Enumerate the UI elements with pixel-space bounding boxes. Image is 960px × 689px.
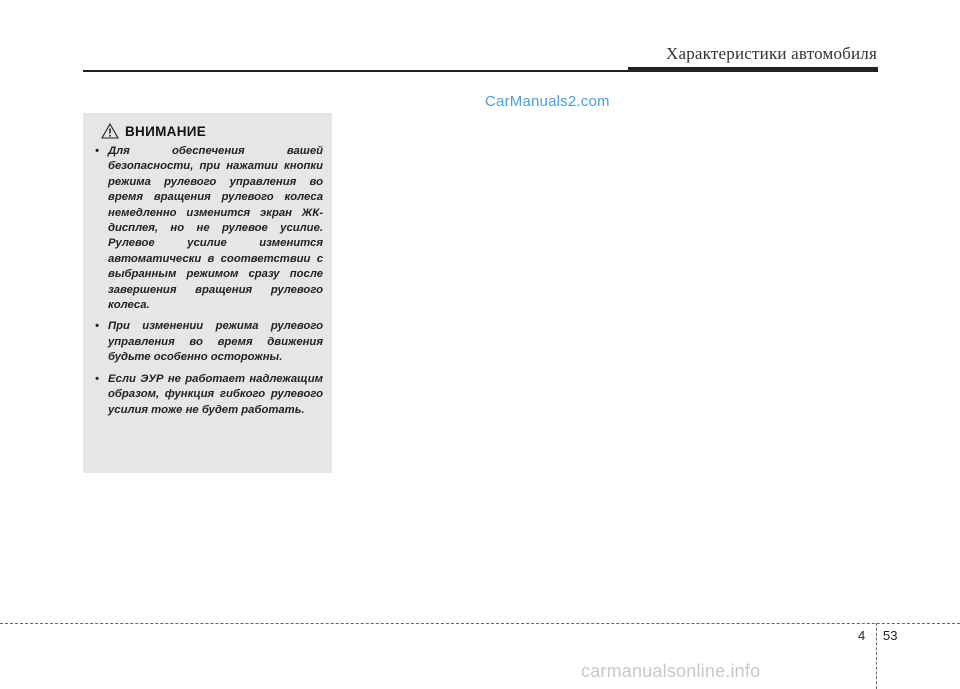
bullet: •: [95, 320, 99, 333]
caution-title: ВНИМАНИЕ: [125, 123, 207, 139]
footer-rule: [0, 623, 960, 624]
chapter-number: 4: [858, 628, 866, 643]
header-rule: [83, 70, 878, 72]
bullet: •: [95, 145, 99, 157]
caution-item: [93, 372, 323, 418]
caution-item-text: Для обеспечения вашей безопасности, при нажатии кнопки режима рулевого управления во время вращения рулевого колеса немедленно изменится экран ЖК-дисплея, но не рулевое усилие. Рулевое усилие изменится автоматически в соответствии с выбранным режимом сразу после завершения вращения рулевого колеса.: [108, 145, 323, 312]
caution-box: [83, 113, 332, 473]
caution-list: [93, 144, 323, 418]
warning-triangle-icon: [101, 123, 119, 139]
footer-divider: [876, 623, 877, 689]
watermark-top: CarManuals2.com: [485, 93, 610, 110]
watermark-bottom: carmanualsonline.info: [581, 661, 761, 681]
caution-item: [93, 144, 323, 313]
bullet: •: [95, 372, 99, 385]
page-number: 53: [883, 628, 898, 643]
caution-item-text: Если ЭУР не работает надлежащим образом, функция гибкого рулевого усилия тоже не будет работать.: [108, 372, 323, 416]
caution-item-text: При изменении режима рулевого управления во время движения будьте особенно осторожны.: [108, 320, 323, 364]
caution-item: [93, 319, 323, 365]
caution-header: [101, 123, 323, 139]
page-header-title: Характеристики автомобиля: [666, 44, 877, 63]
